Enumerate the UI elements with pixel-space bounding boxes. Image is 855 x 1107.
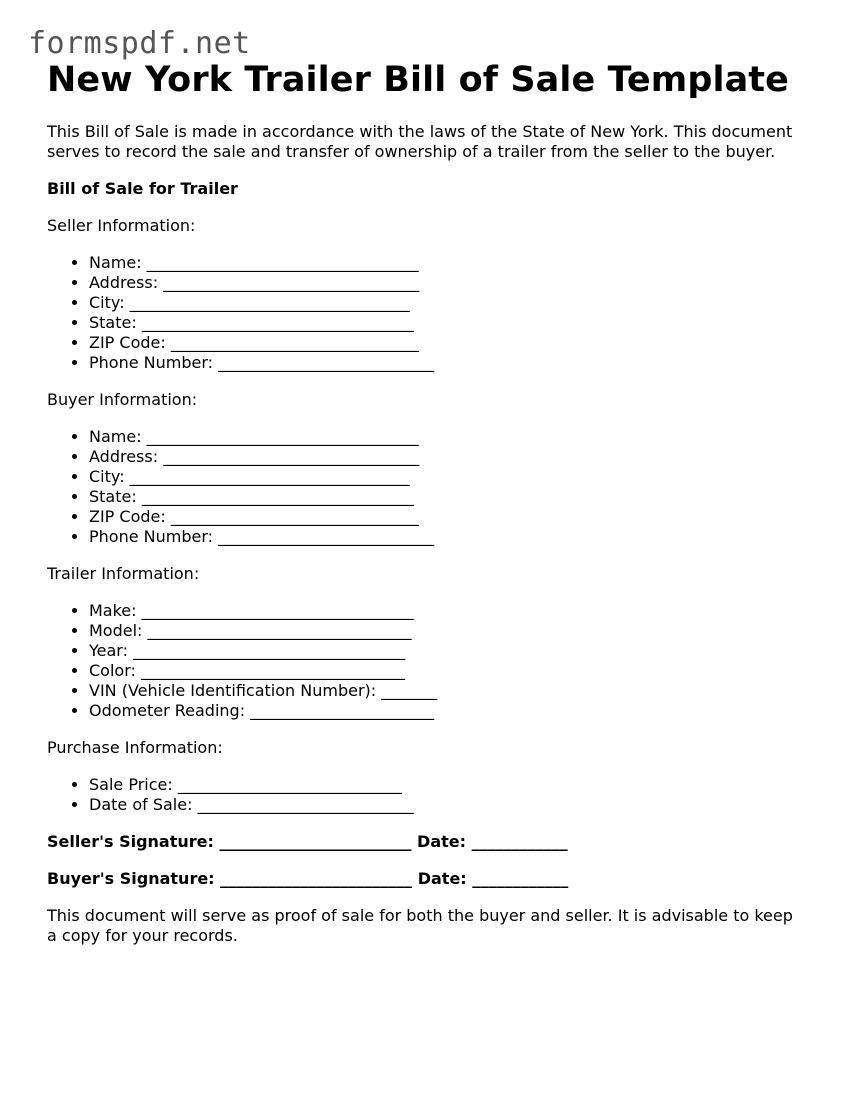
closing-paragraph: This document will serve as proof of sale for both the buyer and seller. It is advisable to keep a copy for your records. <box>47 906 793 945</box>
buyer-info-list <box>47 427 807 547</box>
seller-city-field[interactable]: • City: ___________________________________ <box>89 293 807 313</box>
trailer-year-field[interactable]: • Year: __________________________________ <box>89 641 807 661</box>
purchase-section-label: Purchase Information: <box>47 738 223 757</box>
seller-info-list <box>47 253 807 373</box>
buyer-name-field[interactable]: • Name: __________________________________ <box>89 427 807 447</box>
document-body <box>47 58 807 946</box>
seller-address-field[interactable]: • Address: ________________________________ <box>89 273 807 293</box>
seller-section-label: Seller Information: <box>47 216 196 235</box>
seller-phone-field[interactable]: • Phone Number: ___________________________ <box>89 353 807 373</box>
buyer-city-field[interactable]: • City: ___________________________________ <box>89 467 807 487</box>
page-title: New York Trailer Bill of Sale Template <box>47 60 789 100</box>
buyer-state-field[interactable]: • State: __________________________________ <box>89 487 807 507</box>
seller-name-field[interactable]: • Name: __________________________________ <box>89 253 807 273</box>
trailer-section-label: Trailer Information: <box>47 564 200 583</box>
seller-signature-line[interactable]: Seller's Signature: ________________________ Date: ____________ <box>47 832 568 851</box>
sale-date-field[interactable]: • Date of Sale: ___________________________ <box>89 795 807 815</box>
watermark: formspdf.net <box>28 26 251 61</box>
buyer-address-field[interactable]: • Address: ________________________________ <box>89 447 807 467</box>
trailer-model-field[interactable]: • Model: _________________________________ <box>89 621 807 641</box>
trailer-make-field[interactable]: • Make: __________________________________ <box>89 601 807 621</box>
purchase-info-list <box>47 775 807 815</box>
seller-state-field[interactable]: • State: __________________________________ <box>89 313 807 333</box>
buyer-section-label: Buyer Information: <box>47 390 198 409</box>
trailer-color-field[interactable]: • Color: _________________________________ <box>89 661 807 681</box>
sale-price-field[interactable]: • Sale Price: ____________________________ <box>89 775 807 795</box>
form-title: Bill of Sale for Trailer <box>47 179 238 198</box>
buyer-phone-field[interactable]: • Phone Number: ___________________________ <box>89 527 807 547</box>
trailer-odometer-field[interactable]: • Odometer Reading: _______________________ <box>89 701 807 721</box>
buyer-zip-field[interactable]: • ZIP Code: _______________________________ <box>89 507 807 527</box>
trailer-vin-field[interactable]: • VIN (Vehicle Identification Number): _______ <box>89 681 807 701</box>
intro-paragraph: This Bill of Sale is made in accordance with the laws of the State of New York. This document serves to record the sale and transfer of ownership of a trailer from the seller to the buyer. <box>47 122 793 161</box>
buyer-signature-line[interactable]: Buyer's Signature: ________________________ Date: ____________ <box>47 869 569 888</box>
trailer-info-list <box>47 601 807 721</box>
seller-zip-field[interactable]: • ZIP Code: _______________________________ <box>89 333 807 353</box>
